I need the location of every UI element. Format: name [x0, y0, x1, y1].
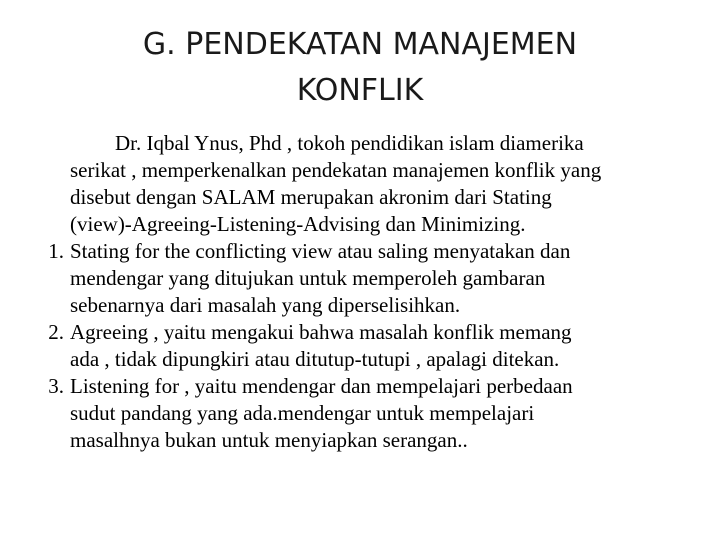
list-item-line: mendengar yang ditujukan untuk memperoleh gambaran — [70, 266, 546, 290]
list-item-line: masalhnya bukan untuk menyiapkan serangan.. — [70, 428, 468, 452]
slide-body — [0, 130, 720, 454]
title-line-2: KONFLIK — [296, 73, 424, 108]
intro-line: (view)-Agreeing-Listening-Advising dan Minimizing. — [70, 212, 526, 236]
list-item-1 — [48, 238, 690, 319]
intro-line: Dr. Iqbal Ynus, Phd , tokoh pendidikan islam diamerika — [115, 131, 584, 155]
title-line-1: G. PENDEKATAN MANAJEMEN — [142, 27, 578, 62]
list-item-line: ada , tidak dipungkiri atau ditutup-tutupi , apalagi ditekan. — [70, 347, 560, 371]
intro-line: disebut dengan SALAM merupakan akronim dari Stating — [70, 185, 552, 209]
intro-paragraph — [70, 130, 690, 238]
list-item-line: Agreeing , yaitu mengakui bahwa masalah konflik memang — [70, 320, 572, 344]
list-number: 1. — [48, 239, 64, 263]
list-item-2 — [48, 319, 690, 373]
intro-line: serikat , memperkenalkan pendekatan manajemen konflik yang — [70, 158, 602, 182]
slide-title — [40, 22, 680, 114]
list-item-line: Listening for , yaitu mendengar dan mempelajari perbedaan — [70, 374, 573, 398]
list-number: 3. — [48, 374, 64, 398]
list-item-line: Stating for the conflicting view atau saling menyatakan dan — [70, 239, 571, 263]
list-item-line: sudut pandang yang ada.mendengar untuk mempelajari — [70, 401, 535, 425]
list-item-3 — [48, 373, 690, 454]
list-item-line: sebenarnya dari masalah yang diperselisihkan. — [70, 293, 461, 317]
list-number: 2. — [48, 320, 64, 344]
